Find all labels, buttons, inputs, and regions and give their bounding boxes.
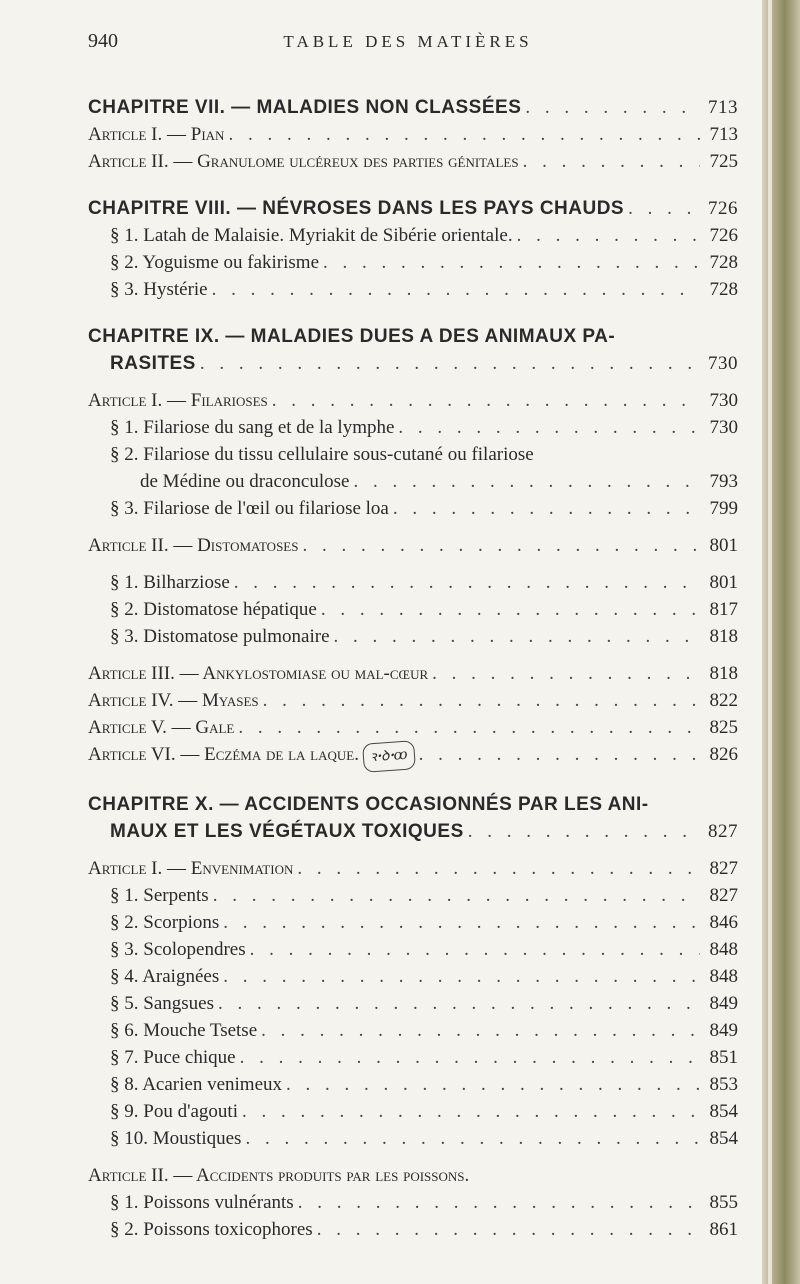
toc-entry: [88, 714, 738, 741]
dot-leader: [234, 569, 700, 596]
page-ref: 826: [709, 744, 738, 765]
toc-entry: [88, 741, 738, 771]
dot-leader: [250, 936, 700, 963]
toc-entry: [88, 623, 738, 650]
page-number: 940: [88, 30, 118, 52]
toc-entry: [88, 596, 738, 623]
page-header: [88, 30, 728, 56]
entry-label: § 3. Hystérie: [110, 279, 208, 300]
dot-leader: [628, 195, 700, 222]
entry-label: § 4. Araignées: [110, 966, 220, 987]
entry-label: § 1. Serpents: [110, 885, 209, 906]
entry-label: § 1. Bilharziose: [110, 572, 230, 593]
toc-entry: [88, 936, 738, 963]
toc-entry-line: [88, 441, 738, 468]
toc-entry: [88, 990, 738, 1017]
entry-label: § 1. Filariose du sang et de la lymphe: [110, 417, 395, 438]
chapter-9-entry: [88, 350, 738, 377]
table-of-contents: [88, 94, 738, 1243]
page-ref: 851: [709, 1047, 738, 1068]
running-title: TABLE DES MATIÈRES: [283, 32, 533, 51]
entry-label: Article I. — Filarioses: [88, 390, 268, 411]
chapter-title: MAUX ET LES VÉGÉTAUX TOXIQUES: [110, 821, 464, 842]
page-ref: 849: [709, 993, 738, 1014]
toc-entry: [88, 1189, 738, 1216]
toc-entry: [88, 1017, 738, 1044]
chapter-7-entry: [88, 94, 738, 121]
entry-label: § 3. Distomatose pulmonaire: [110, 626, 330, 647]
page-ref: 793: [709, 471, 738, 492]
chapter-10-title-line1: CHAPITRE X. — ACCIDENTS OCCASIONNÉS PAR LES ANI-: [88, 794, 649, 815]
dot-leader: [353, 468, 700, 495]
page-ref: 818: [709, 663, 738, 684]
page-ref: 726: [709, 225, 738, 246]
entry-label: § 2. Filariose du tissu cellulaire sous-cutané ou filariose: [110, 444, 534, 465]
entry-label: § 6. Mouche Tsetse: [110, 1020, 258, 1041]
entry-label: Article V. — Gale: [88, 717, 235, 738]
book-edge: [762, 0, 800, 1284]
page-ref: 730: [709, 390, 738, 411]
page-ref: 861: [709, 1219, 738, 1240]
page-ref: 725: [709, 151, 738, 172]
page-ref: 728: [709, 252, 738, 273]
dot-leader: [317, 1216, 700, 1243]
toc-entry: [88, 1162, 738, 1189]
entry-label: § 10. Moustiques: [110, 1128, 242, 1149]
dot-leader: [302, 532, 700, 559]
toc-entry: [88, 1216, 738, 1243]
page-ref: 817: [709, 599, 738, 620]
entry-label: Article VI. — Eczéma de la laque.: [88, 744, 359, 765]
toc-entry: [88, 569, 738, 596]
dot-leader: [321, 596, 700, 623]
dot-leader: [419, 741, 700, 768]
entry-label: Article I. — Pian: [88, 124, 225, 145]
entry-label: § 2. Poissons toxicophores: [110, 1219, 313, 1240]
entry-label: Article II. — Accidents produits par les poissons.: [88, 1165, 470, 1186]
dot-leader: [212, 276, 700, 303]
entry-label: § 2. Yoguisme ou fakirisme: [110, 252, 319, 273]
entry-label: § 9. Pou d'agouti: [110, 1101, 238, 1122]
toc-entry: [88, 855, 738, 882]
page-ref: 822: [709, 690, 738, 711]
toc-entry: [88, 882, 738, 909]
entry-label: Article IV. — Myases: [88, 690, 259, 711]
chapter-title: CHAPITRE VII. — MALADIES NON CLASSÉES: [88, 97, 522, 118]
handwritten-signature: ꝛꞏꝺꞏꝏ: [362, 740, 416, 773]
dot-leader: [228, 121, 700, 148]
entry-label: § 2. Distomatose hépatique: [110, 599, 317, 620]
dot-leader: [525, 94, 700, 121]
toc-entry: [88, 660, 738, 687]
dot-leader: [218, 990, 700, 1017]
chapter-9-title-line1: CHAPITRE IX. — MALADIES DUES A DES ANIMAUX PA-: [88, 326, 616, 347]
dot-leader: [297, 855, 700, 882]
entry-label: § 1. Poissons vulnérants: [110, 1192, 294, 1213]
toc-entry: [88, 1071, 738, 1098]
dot-leader: [523, 148, 700, 175]
toc-entry: [88, 249, 738, 276]
dot-leader: [517, 222, 700, 249]
chapter-8-entry: [88, 195, 738, 222]
toc-entry: [88, 121, 738, 148]
page-ref: 818: [709, 626, 738, 647]
toc-entry: [88, 687, 738, 714]
toc-entry: [88, 1098, 738, 1125]
toc-entry: [88, 963, 738, 990]
chapter-title: CHAPITRE VIII. — NÉVROSES DANS LES PAYS CHAUDS: [88, 198, 625, 219]
entry-label: § 8. Acarien venimeux: [110, 1074, 283, 1095]
page-ref: 849: [709, 1020, 738, 1041]
dot-leader: [323, 249, 700, 276]
dot-leader: [245, 1125, 700, 1152]
dot-leader: [223, 909, 700, 936]
page-ref: 827: [709, 858, 738, 879]
dot-leader: [261, 1017, 700, 1044]
page-ref: 728: [709, 279, 738, 300]
toc-entry: [88, 1044, 738, 1071]
page-ref: 713: [708, 97, 738, 118]
page-ref: 801: [709, 535, 738, 556]
toc-entry: [88, 468, 738, 495]
dot-leader: [468, 818, 700, 845]
page-ref: 730: [708, 353, 738, 374]
entry-label: § 3. Scolopendres: [110, 939, 246, 960]
toc-entry: [88, 222, 738, 249]
dot-leader: [272, 387, 700, 414]
page-ref: 846: [709, 912, 738, 933]
page-ref: 848: [709, 939, 738, 960]
page-ref: 853: [709, 1074, 738, 1095]
toc-entry: [88, 414, 738, 441]
page-ref: 854: [709, 1101, 738, 1122]
page-ref: 827: [709, 885, 738, 906]
page-ref: 827: [708, 821, 738, 842]
dot-leader: [298, 1189, 700, 1216]
page-ref: 713: [709, 124, 738, 145]
entry-label: § 3. Filariose de l'œil ou filariose loa: [110, 498, 389, 519]
page-ref: 855: [709, 1192, 738, 1213]
dot-leader: [240, 1044, 700, 1071]
toc-entry: [88, 909, 738, 936]
page-ref: 825: [709, 717, 738, 738]
entry-label: Article II. — Granulome ulcéreux des parties génitales: [88, 151, 519, 172]
dot-leader: [242, 1098, 700, 1125]
entry-label: de Médine ou draconculose: [140, 471, 350, 492]
entry-label: Article I. — Envenimation: [88, 858, 294, 879]
dot-leader: [286, 1071, 700, 1098]
entry-label: § 7. Puce chique: [110, 1047, 236, 1068]
dot-leader: [432, 660, 700, 687]
toc-entry: [88, 276, 738, 303]
page-ref: 726: [708, 198, 738, 219]
dot-leader: [238, 714, 700, 741]
entry-label: § 2. Scorpions: [110, 912, 220, 933]
toc-entry: [88, 148, 738, 175]
dot-leader: [263, 687, 700, 714]
chapter-10-entry: [88, 818, 738, 845]
dot-leader: [213, 882, 700, 909]
toc-entry: [88, 495, 738, 522]
page-ref: 848: [709, 966, 738, 987]
dot-leader: [393, 495, 700, 522]
entry-label: § 5. Sangsues: [110, 993, 214, 1014]
dot-leader: [223, 963, 700, 990]
page-ref: 854: [709, 1128, 738, 1149]
toc-entry: [88, 532, 738, 559]
page-ref: 730: [709, 417, 738, 438]
dot-leader: [334, 623, 700, 650]
dot-leader: [200, 350, 700, 377]
dot-leader: [398, 414, 700, 441]
toc-entry: [88, 387, 738, 414]
toc-entry: [88, 1125, 738, 1152]
entry-label: § 1. Latah de Malaisie. Myriakit de Sibérie orientale.: [110, 225, 513, 246]
chapter-title: RASITES: [110, 353, 196, 374]
page-ref: 799: [709, 498, 738, 519]
entry-label: Article III. — Ankylostomiase ou mal-cœur: [88, 663, 429, 684]
page-ref: 801: [709, 572, 738, 593]
entry-label: Article II. — Distomatoses: [88, 535, 299, 556]
